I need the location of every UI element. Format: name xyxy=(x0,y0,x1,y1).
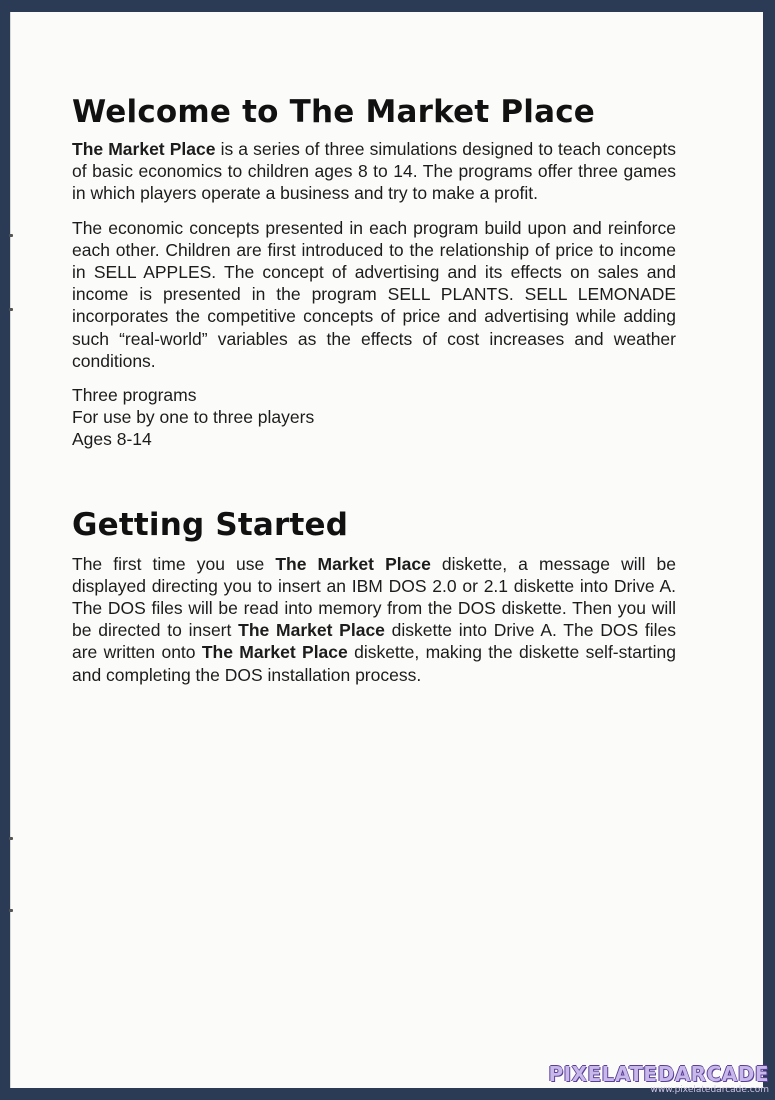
concepts-paragraph: The economic concepts presented in each program build upon and reinforce each other. Children are first introduced to the relationship of price to income in SELL APPLES. The concept of advertising and its effects on sales and income is presented in the program SELL PLANTS. SELL LEMONADE incorporates the competitive concepts of price and advertising while adding such “real-world” variables as the effects of cost increases and weather conditions. xyxy=(72,217,676,371)
binding-mark xyxy=(9,837,13,840)
page-content xyxy=(72,88,676,686)
getting-started-heading: Getting Started xyxy=(72,506,349,543)
binding-mark xyxy=(9,308,13,311)
watermark-url: www.pixelatedarcade.com xyxy=(650,1085,769,1095)
product-name: The Market Place xyxy=(201,642,348,663)
product-name: The Market Place xyxy=(238,620,385,641)
site-watermark xyxy=(548,1063,769,1096)
fact-line: Three programs xyxy=(72,385,197,406)
watermark-brand: PIXELATEDARCADE xyxy=(548,1062,769,1086)
manual-page xyxy=(10,12,763,1088)
intro-paragraph: The Market Place is a series of three simulations designed to teach concepts of basic economics to children ages 8 to 14. The programs offer three games in which players operate a business and try to make a profit. xyxy=(72,139,677,204)
fact-line: For use by one to three players xyxy=(72,407,315,428)
product-name: The Market Place xyxy=(275,553,431,574)
program-facts xyxy=(72,384,676,451)
getting-started-paragraph: The first time you use The Market Place diskette, a message will be displayed directing you to insert an IBM DOS 2.0 or 2.1 diskette into Drive A. The DOS files will be read into memory from the DOS diskette. Then you will be directed to insert The Market Place diskette into Drive A. The DOS files are written onto The Market Place diskette, making the diskette self-starting and completing the DOS installation process. xyxy=(72,553,677,685)
binding-mark xyxy=(9,234,13,237)
binding-mark xyxy=(9,909,13,912)
product-name: The Market Place xyxy=(72,139,216,159)
fact-line: Ages 8-14 xyxy=(72,429,152,450)
welcome-heading: Welcome to The Market Place xyxy=(72,94,596,130)
